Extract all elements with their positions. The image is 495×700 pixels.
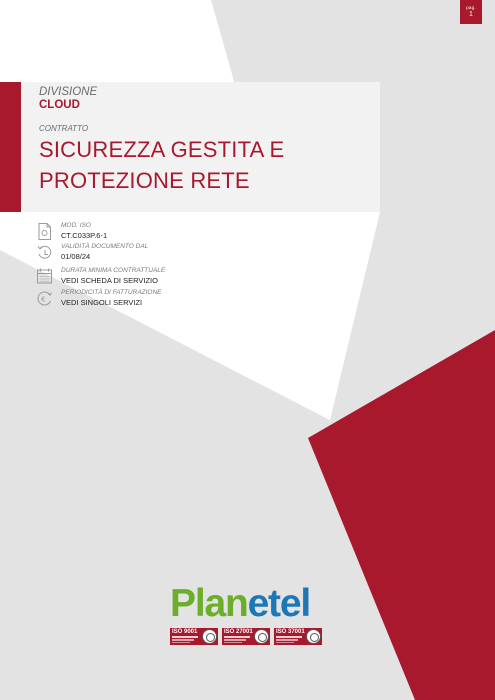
division-label: DIVISIONE xyxy=(39,86,98,98)
meta-value: VEDI SCHEDA DI SERVIZIO xyxy=(61,276,158,285)
iso-badge-name: ISO 27001 xyxy=(224,629,253,635)
meta-label: PERIODICITÀ DI FATTURAZIONE xyxy=(61,289,162,296)
history-clock-icon xyxy=(36,243,53,262)
certification-seal-icon xyxy=(254,629,269,644)
logo-wordmark xyxy=(170,584,310,624)
page-number-label: pag. xyxy=(466,5,476,10)
header-accent-bar xyxy=(0,82,21,212)
meta-label: MOD. ISO xyxy=(61,222,91,229)
contract-title: SICUREZZA GESTITA E PROTEZIONE RETE xyxy=(39,137,285,193)
euro-refresh-icon xyxy=(36,289,53,308)
meta-label: VALIDITÀ DOCUMENTO DAL xyxy=(61,243,149,250)
document-icon xyxy=(36,222,53,241)
contract-label: CONTRATTO xyxy=(39,124,89,133)
page-number-tag xyxy=(460,0,482,24)
division-value: CLOUD xyxy=(39,99,80,111)
iso-badge-name: ISO 37001 xyxy=(276,629,305,635)
calendar-icon xyxy=(36,267,53,286)
certification-seal-icon xyxy=(202,629,217,644)
planetel-logo xyxy=(170,584,330,654)
logo-wordmark-green: Plan xyxy=(170,582,248,625)
certification-seal-icon xyxy=(306,629,321,644)
meta-value: CT.C033P.6-1 xyxy=(61,231,108,240)
iso-badge-name: ISO 9001 xyxy=(172,629,198,635)
meta-label: DURATA MINIMA CONTRATTUALE xyxy=(61,267,166,274)
iso-37001-badge xyxy=(274,628,322,645)
page-number-value: 1 xyxy=(469,11,473,18)
meta-value: 01/08/24 xyxy=(61,252,91,261)
iso-9001-badge xyxy=(170,628,218,645)
svg-text:€: € xyxy=(41,295,46,304)
iso-27001-badge xyxy=(222,628,270,645)
logo-wordmark-blue: etel xyxy=(247,582,310,625)
meta-value: VEDI SINGOLI SERVIZI xyxy=(61,298,143,307)
